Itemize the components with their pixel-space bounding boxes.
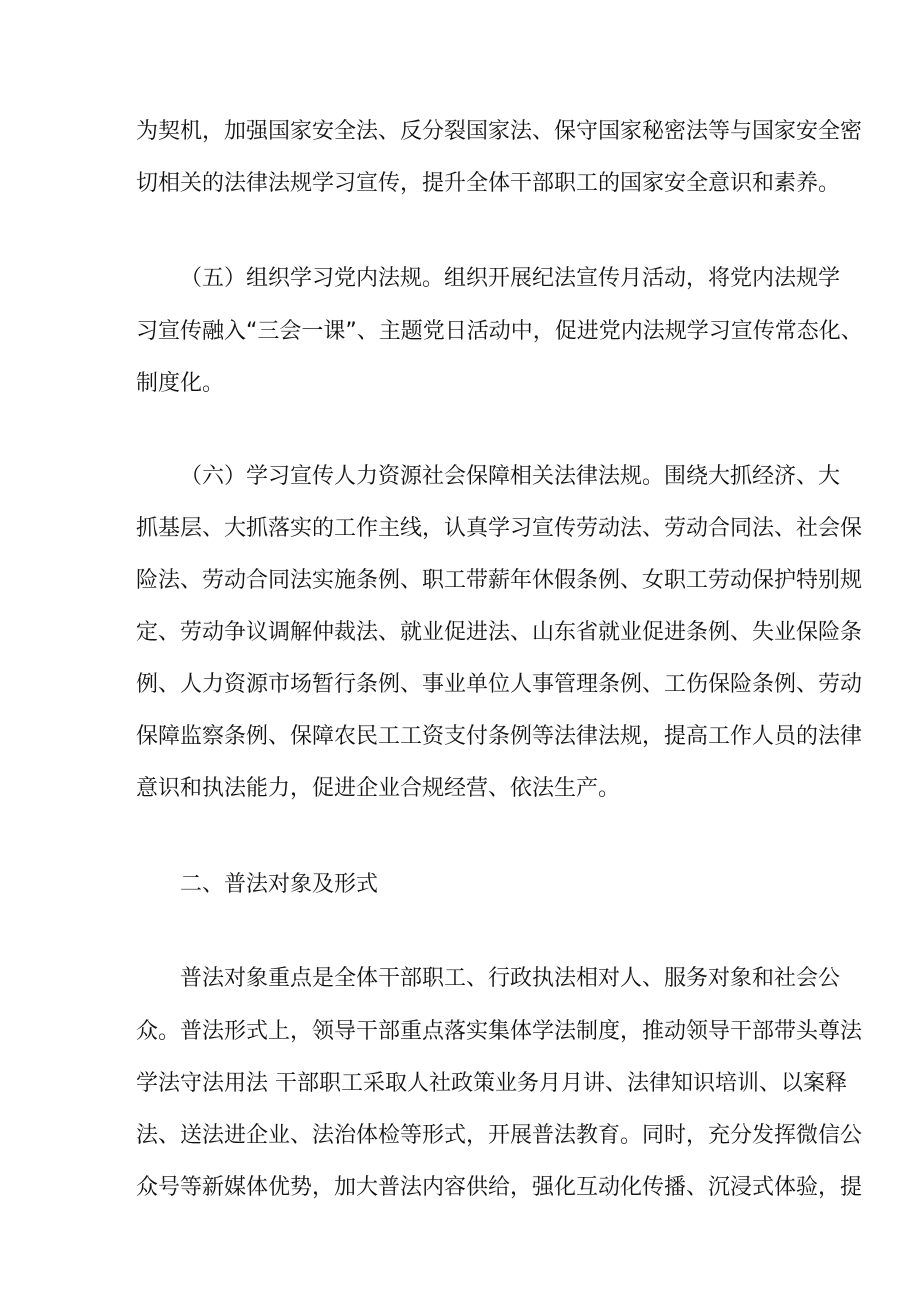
- paragraph-line: 险法、劳动合同法实施条例、职工带薪年休假条例、女职工劳动保护特别规: [136, 568, 863, 593]
- paragraph-line: 保障监察条例、保障农民工工资支付条例等法律法规，提高工作人员的法律: [136, 724, 863, 749]
- section-heading: 二、普法对象及形式: [180, 872, 379, 897]
- paragraph-line: 普法对象重点是全体干部职工、行政执法相对人、服务对象和社会公: [180, 966, 841, 991]
- paragraph-line: 众。普法形式上，领导干部重点落实集体学法制度，推动领导干部带头尊法: [136, 1019, 863, 1044]
- paragraph-line: 法、送法进企业、法治体检等形式，开展普法教育。同时，充分发挥微信公: [136, 1123, 863, 1148]
- section-heading-line: （五）组织学习党内法规。组织开展纪法宣传月活动，将党内法规学: [180, 266, 841, 291]
- paragraph-line: 意识和执法能力，促进企业合规经营、依法生产。: [136, 776, 621, 801]
- paragraph-line: 例、人力资源市场暂行条例、事业单位人事管理条例、工伤保险条例、劳动: [136, 672, 863, 697]
- paragraph-line: 学法守法用法 干部职工采取人社政策业务月月讲、法律知识培训、以案释: [136, 1071, 847, 1096]
- paragraph-line: 众号等新媒体优势，加大普法内容供给，强化互动化传播、沉浸式体验，提: [136, 1175, 863, 1200]
- paragraph-line: 为契机，加强国家安全法、反分裂国家法、保守国家秘密法等与国家安全密: [136, 119, 863, 144]
- paragraph-line: 制度化。: [136, 371, 225, 396]
- paragraph-line: 切相关的法律法规学习宣传，提升全体干部职工的国家安全意识和素养。: [136, 171, 841, 196]
- paragraph-line: 定、劳动争议调解仲裁法、就业促进法、山东省就业促进条例、失业保险条: [136, 620, 863, 645]
- paragraph-line: 习宣传融入“三会一课”、主题党日活动中，促进党内法规学习宣传常态化、: [136, 319, 863, 344]
- section-heading-line: （六）学习宣传人力资源社会保障相关法律法规。围绕大抓经济、大: [180, 464, 841, 489]
- paragraph-line: 抓基层、大抓落实的工作主线，认真学习宣传劳动法、劳动合同法、社会保: [136, 516, 863, 541]
